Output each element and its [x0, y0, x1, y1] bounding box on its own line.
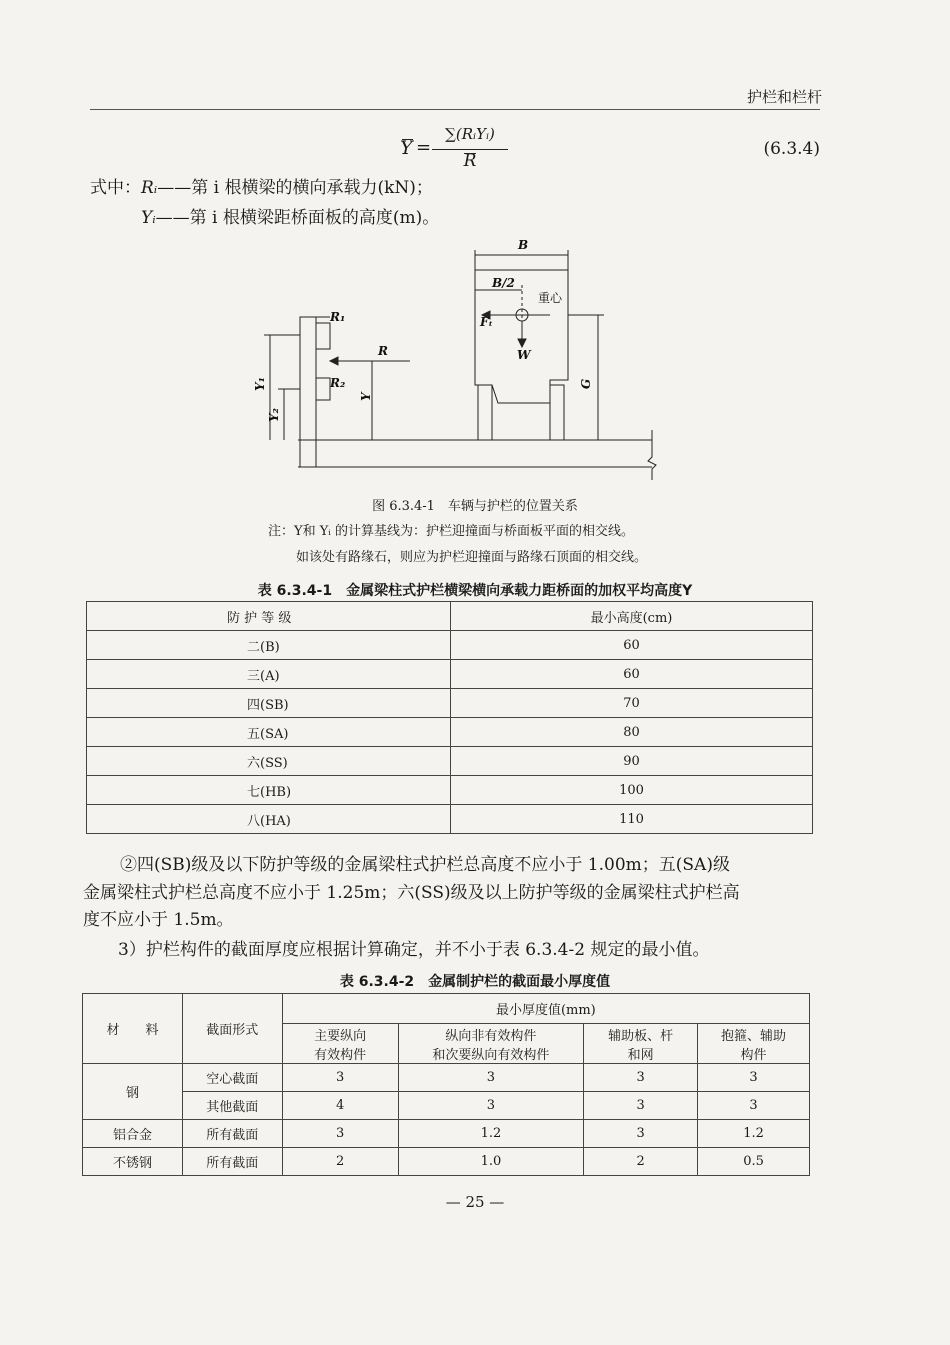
body-para1-line2: 金属梁柱式护栏总高度不应小于 1.25m；六(SS)级及以上防护等级的金属梁柱式护栏高 [83, 883, 740, 903]
table-row: 五(SA) 80 [87, 718, 813, 747]
table2-header-hoop: 抱箍、辅助 构件 [698, 1024, 810, 1064]
body-para2: 3）护栏构件的截面厚度应根据计算确定，并不小于表 6.3.4-2 规定的最小值。 [118, 940, 710, 960]
figure-note-line1: 注：Y和 Yᵢ 的计算基线为：护栏迎撞面与桥面板平面的相交线。 [268, 524, 635, 539]
table2 [82, 993, 810, 1176]
label-r1: R₁ [330, 310, 346, 324]
header-section-title: 护栏和栏杆 [746, 88, 822, 106]
label-center-of-gravity: 重心 [538, 291, 563, 305]
label-y1: Y₁ [253, 377, 267, 391]
rbar-arrowhead [330, 357, 338, 365]
table2-header-material: 材 料 [83, 994, 183, 1064]
table2-header-row1 [83, 994, 810, 1024]
table1-header-height: 最小高度(cm) [451, 602, 813, 631]
table2-header-main: 主要纵向 有效构件 [282, 1024, 398, 1064]
table-row: 其他截面 4 3 3 3 [83, 1092, 810, 1120]
table-row: 三(A) 60 [87, 660, 813, 689]
formula-lhs: Y [400, 137, 413, 159]
label-w: W [517, 348, 531, 362]
label-b-half: B/2 [492, 276, 515, 290]
table-row: 不锈钢 所有截面 2 1.0 2 0.5 [83, 1148, 810, 1176]
page-number: — 25 — [445, 1193, 505, 1211]
formula-6-3-4 [400, 125, 820, 175]
formula-numerator: ∑(RᵢYᵢ) [445, 125, 495, 143]
header-rule [90, 109, 820, 110]
table2-header-nonmain: 纵向非有效构件 和次要纵向有效构件 [398, 1024, 584, 1064]
label-r2: R₂ [330, 376, 346, 390]
body-para1-line3: 度不应小于 1.5m。 [83, 910, 234, 930]
table-row: 钢 空心截面 3 3 3 3 [83, 1064, 810, 1092]
table1-header-grade: 防 护 等 级 [87, 602, 451, 631]
table-row: 七(HB) 100 [87, 776, 813, 805]
label-ybar: Y [359, 392, 373, 401]
vehicle-left-wheel [478, 385, 492, 440]
label-rbar: R [378, 344, 388, 358]
rail-r2 [316, 378, 330, 400]
formula-number: (6.3.4) [763, 139, 820, 159]
table-row: 二(B) 60 [87, 631, 813, 660]
table2-header-aux: 辅助板、杆 和网 [584, 1024, 698, 1064]
label-g: G [579, 378, 593, 389]
body-para1-line1: ②四(SB)级及以下防护等级的金属梁柱式护栏总高度不应小于 1.00m；五(SA)级 [120, 855, 730, 875]
table2-title: 表 6.3.4-2 金属制护栏的截面最小厚度值 [339, 974, 611, 990]
label-y2: Y₂ [267, 408, 281, 422]
figure-note-line2: 如该处有路缘石，则应为护栏迎撞面与路缘石顶面的相交线。 [296, 550, 648, 565]
definition-r: 式中：Rᵢ——第 i 根横梁的横向承载力(kN)； [90, 178, 433, 198]
barrier-post [300, 317, 316, 440]
vehicle-barrier-figure [253, 235, 670, 490]
table2-header-min-thickness: 最小厚度值(mm) [282, 994, 809, 1024]
figure-caption: 图 6.3.4-1 车辆与护栏的位置关系 [372, 499, 578, 514]
table2-header-section: 截面形式 [182, 994, 282, 1064]
table1 [86, 601, 813, 834]
label-ft: Fₜ [480, 315, 493, 329]
post-base [300, 440, 316, 467]
table1-header-row [87, 602, 813, 631]
definition-y: Yᵢ——第 i 根横梁距桥面板的高度(m)。 [141, 208, 440, 228]
break-line [648, 430, 656, 480]
formula-fraction-line [432, 149, 508, 150]
table-row: 六(SS) 90 [87, 747, 813, 776]
rail-r1 [316, 323, 330, 349]
w-arrowhead [518, 339, 526, 347]
table-row: 四(SB) 70 [87, 689, 813, 718]
formula-denominator: R [463, 151, 477, 171]
vehicle-right-wheel [550, 385, 564, 440]
table1-title: 表 6.3.4-1 金属梁柱式护栏横梁横向承载力距桥面的加权平均高度Y [257, 583, 693, 599]
table-row: 铝合金 所有截面 3 1.2 3 1.2 [83, 1120, 810, 1148]
table-row: 八(HA) 110 [87, 805, 813, 834]
formula-equals: = [416, 137, 432, 158]
label-b: B [518, 238, 529, 252]
